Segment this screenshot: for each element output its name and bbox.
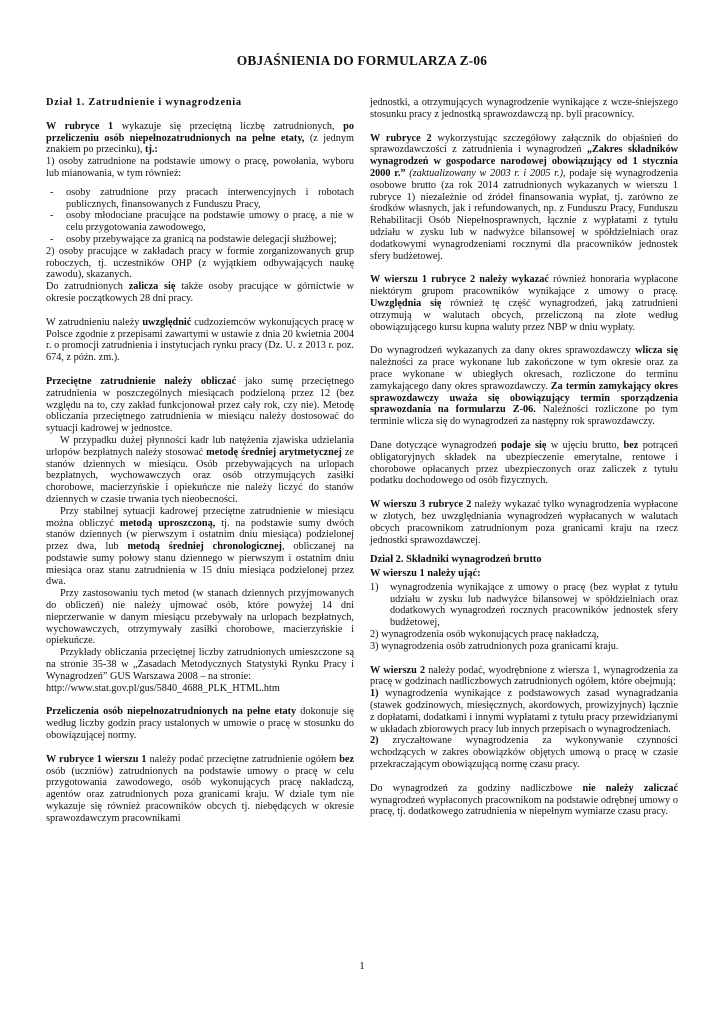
text: wynagrodzenia wynikające z umowy o pracę (bez wypłat z tytułu udziału w zysku lub nadwyżce bilansowej w spółdzielniach oraz dodatkowych wynagrodzeń rocznych pracowników jednostek sfery budżetowej, bbox=[390, 581, 678, 629]
list-item: 2) wynagrodzenia osób wykonujących pracę nakładczą, bbox=[370, 629, 599, 641]
text: także osoby pracujące w górnictwie w okresie początkowych 28 dni pracy. bbox=[46, 281, 354, 304]
page-number: 1 bbox=[359, 960, 365, 972]
list-item bbox=[370, 688, 678, 735]
subsection-heading: W wierszu 1 należy ująć: bbox=[370, 568, 481, 580]
text: wykorzystując szczegółowy załącznik do objaśnień do sprawozdawczości z zatrudnienia i wynagrodzeń bbox=[370, 132, 678, 156]
text-bold: metodą średniej chronologicznej bbox=[127, 541, 282, 553]
text: należy podać, wyodrębnione z wiersza 1, wynagrodzenia za pracę w godzinach nadliczbowych zatrudnionych ogółem, które obejmują; bbox=[370, 664, 678, 688]
list-number: 2) bbox=[370, 735, 379, 747]
paragraph bbox=[46, 281, 354, 305]
text: należy wykazać tylko wynagrodzenia wypłacone w złotych, bez uwzględniania wynagrodzeń wypłacanych w walutach obcych pracownikom zatrudnionym poza granicami kraju na rzecz jednostki sprawozdawczej. bbox=[370, 499, 678, 546]
paragraph bbox=[370, 665, 678, 689]
paragraph: jednostki, a otrzymujących wynagrodzenie wynikające z wcze-śniejszego stosunku pracy z jednostką sprawozdawczą np. byli pracownicy. bbox=[370, 97, 678, 120]
paragraph bbox=[370, 440, 678, 487]
text-bold: bez bbox=[623, 439, 639, 451]
text: zryczałtowane wynagrodzenia za wykonywanie czynności wchodzących w zakres obowiązków objętych umową o pracę w czasie przekraczającym obowiązującą normę czasu pracy. bbox=[370, 735, 678, 771]
paragraph bbox=[46, 376, 354, 435]
text: wykazuje się przeciętną liczbę zatrudnionych, bbox=[113, 120, 344, 132]
text: (z jednym znakiem po przecinku), bbox=[46, 132, 354, 156]
text: W przypadku dużej płynności kadr lub natężenia zjawiska udzielania urlopów bezpłatnych należy stosować bbox=[46, 434, 354, 458]
text: również honoraria wypłacone niektórym grupom pracowników wynikające z umowy o pracę. bbox=[370, 274, 678, 298]
text-bold: Przeliczenia osób niepełnozatrudnionych na pełne etaty bbox=[46, 706, 297, 718]
paragraph bbox=[46, 754, 354, 825]
list-item: - osoby młodociane pracujące na podstawie umowy o pracę, a nie w celu przygotowania zawodowego, bbox=[46, 210, 354, 234]
numbered-list bbox=[370, 582, 678, 629]
text: Do wynagrodzeń wykazanych za dany okres sprawozdawczy bbox=[370, 345, 636, 357]
text: Przy stabilnej sytuacji kadrowej przeciętne zatrudnienie w miesiącu można obliczyć bbox=[46, 505, 354, 529]
text: cudzoziemców wykonujących pracę w Polsce zgodnie z przepisami zawartymi w ustawie z dnia 20 kwietnia 2004 r. o promocji zatrudnienia i instytucjach rynku pracy (Dz. U. z 2013 r. poz. 674, z późn. zm.). bbox=[46, 316, 354, 364]
text-italic: (zaktualizowany w 2003 r. i 2005 r.) bbox=[405, 167, 563, 179]
text: jako sumę przeciętnego zatrudnienia w poszczególnych miesiącach podzieloną przez 12 (bez względu na to, czy zakład funkcjonował przez cały rok, czy nie). Metodę obliczania przeciętnego zatrudnienia w miesiącu należy dostosować do sytuacji kadrowej w jednostce. bbox=[46, 375, 354, 435]
text: wynagrodzeń wypłaconych pracownikom na podstawie odrębnej umowy o pracę, tj. dodatkowego zatrudnienia w niepełnym wymiarze czasu pracy. bbox=[370, 794, 678, 818]
paragraph: Przykłady obliczania przeciętnej liczby zatrudnionych umieszczone są na stronie 35-38 w „Zasadach Metodycznych Statystyki Rynku Pracy i Wynagrodzeń” GUS Warszawa 2008 – na stronie: bbox=[46, 647, 354, 682]
text: osób (uczniów) zatrudnionych na podstawie umowy o pracę w celu przygotowania zawodowego, osób wykonujących pracę nakładczą, agentów oraz zatrudnionych poza granicami kraju. W dziale tym nie wykazuje się również pracowników obcych tj. niebędących w okresie sprawozdawczym pracownikami bbox=[46, 765, 354, 824]
text-bold: W rubryce 2 bbox=[370, 132, 432, 144]
paragraph bbox=[46, 706, 354, 741]
text-bold: Za termin zamykający okres sprawozdawczy uważa się obowiązujący termin sporządzenia sprawozdania na formularzu Z-06. bbox=[370, 380, 678, 416]
paragraph bbox=[370, 274, 678, 333]
text-bold: tj.: bbox=[145, 144, 158, 156]
dash-list bbox=[46, 187, 354, 246]
text-bold: W wierszu 2 bbox=[370, 664, 426, 676]
list-item bbox=[370, 582, 678, 629]
paragraph bbox=[370, 345, 678, 428]
text: , obliczanej na podstawie sumy połowy stanu dziennego w pierwszym i ostatnim dniu miesiąca oraz stanu zatrudnienia w 15 dniu miesiąca podzielonej przez dwa. bbox=[46, 541, 354, 588]
url-text: http://www.stat.gov.pl/gus/5840_4688_PLK_HTML.htm bbox=[46, 682, 280, 694]
text: ze stanów dziennych w miesiącu. Osób przebywających na urlopach bezpłatnych, wychowawczych oraz osób otrzymujących zasiłki chorobowe, macierzyńskie i opiekuńcze nie należy liczyć do stanów dziennych w czasie trwania tych nieobecności. bbox=[46, 446, 354, 505]
paragraph bbox=[46, 506, 354, 589]
text: w ujęciu brutto, bbox=[546, 439, 624, 451]
paragraph: Przy zastosowaniu tych metod (w stanach dziennych przyjmowanych do obliczeń) nie należy ujmować osób, które powyżej 14 dni nieprzerwanie w danym miesiącu przebywały na urlopach bezpłatnych, wychowawczych, otrzymywały zasiłki chorobowe, macierzyńskie i opiekuńcze. bbox=[46, 588, 354, 647]
section-heading-1: Dział 1. Zatrudnienie i wynagrodzenia bbox=[46, 97, 242, 108]
text: należności za prace wykonane lub zakończone w tym okresie oraz za prace wykonane w ubiegłych okresach, rozliczone do terminu zamykającego dany okres sprawozdawczy. bbox=[370, 357, 678, 392]
text: Do wynagrodzeń za godziny nadliczbowe bbox=[370, 782, 583, 794]
text-bold: W wierszu 1 rubryce 2 należy wykazać bbox=[370, 274, 549, 286]
page-title: OBJAŚNIENIA DO FORMULARZA Z-06 bbox=[236, 53, 488, 68]
text-bold: W wierszu 3 rubryce 2 bbox=[370, 499, 472, 511]
list-number: 1) bbox=[370, 688, 379, 700]
list-item bbox=[370, 735, 678, 770]
text-bold: wlicza się bbox=[635, 345, 678, 357]
text: dokonuje się według liczby godzin pracy ustalonych w umowie o pracę w stosunku do obowiązującej normy. bbox=[46, 706, 354, 742]
paragraph-rubryka-1 bbox=[46, 121, 354, 180]
list-number: 1) bbox=[370, 581, 379, 593]
text: Do zatrudnionych bbox=[46, 281, 129, 293]
text: wynagrodzenia wynikające z podstawowych zasad wynagradzania (stawek godzinowych, miesięcznych, akordowych, prowizyjnych) łącznie z dopłatami, dodatkami i innymi wypłatami z tytułu pracy przewidzianymi w układach zbiorowych pracy lub innych przepisach o wynagrodzeniach. bbox=[370, 688, 678, 735]
text: Należności rozliczone po tym terminie wlicza się do wynagrodzeń za następny rok sprawozdawczy. bbox=[370, 404, 678, 428]
text: również tę część wynagrodzeń, jaką zatrudnieni otrzymują w walutach obcych, przeliczoną na złote według obowiązującego kursu kupna waluty przez NBP w dniu wypłaty. bbox=[370, 297, 678, 333]
text: potrąceń obligatoryjnych składek na ubezpieczenie emerytalne, rentowe i chorobowe opłacanych przez ubezpieczonych oraz zaliczek z tytułu podatku dochodowego od osób fizycznych. bbox=[370, 439, 679, 487]
list-item: 1) osoby zatrudnione na podstawie umowy o pracę, powołania, wyboru lub mianowania, w tym również: bbox=[46, 156, 354, 179]
text: Dane dotyczące wynagrodzeń bbox=[370, 439, 502, 451]
text-bold: metodę średniej arytmetycznej bbox=[206, 446, 342, 458]
list-item: - osoby przebywające za granicą na podstawie delegacji służbowej; bbox=[46, 234, 354, 246]
text-bold: zalicza się bbox=[128, 281, 176, 293]
text: należy podać przeciętne zatrudnienie ogółem bbox=[146, 753, 340, 765]
text-bold: bez bbox=[339, 753, 354, 765]
right-column bbox=[370, 97, 678, 825]
paragraph bbox=[370, 783, 678, 818]
text-bold: Przeciętne zatrudnienie należy obliczać bbox=[46, 375, 237, 387]
paragraph bbox=[46, 435, 354, 506]
list-item: - osoby zatrudnione przy pracach interwencyjnych i robotach publicznych, finansowanych z Funduszu Pracy, bbox=[46, 187, 354, 211]
text-bold: uwzględnić bbox=[142, 316, 192, 328]
text: W zatrudnieniu należy bbox=[46, 316, 143, 328]
list-item: 2) osoby pracujące w zakładach pracy w formie zorganizowanych grup roboczych, tj. uczestników OHP (z wyjątkiem odbywających naukę zawodu), skazanych. bbox=[46, 245, 354, 281]
paragraph bbox=[370, 499, 678, 546]
text-bold: nie należy zaliczać bbox=[582, 782, 678, 794]
text-bold: W rubryce 1 wierszu 1 bbox=[46, 753, 147, 765]
paragraph bbox=[46, 317, 354, 364]
text-bold: podaje się bbox=[501, 439, 547, 451]
left-column bbox=[46, 97, 354, 832]
text-bold: „Zakres składników wynagrodzeń w gospodarce narodowej obowiązujący od 1 stycznia 2000 r.” bbox=[370, 144, 678, 179]
text: tj. na podstawie sumy dwóch stanów dziennych (w pierwszym i ostatnim dniu miesiąca) podzielonej przez dwa, lub bbox=[46, 517, 354, 553]
text-bold: po przeliczeniu osób niepełnozatrudnionych na pełne etaty, bbox=[46, 120, 354, 144]
text: , podaje się wynagrodzenia osobowe brutto (za rok 2014 zatrudnionych wykazanych w wierszu 1 rubryce 1) niezależnie od źródeł finansowania wypłat, tj. zarówno ze środków własnych, jak i refundowanych, np. z Funduszu Pracy, Funduszu Rehabilitacji Osób Niepełnosprawnych, łącznie z wypłatami z tytułu udziału w zysku lub w nadwyżce bilansowej w spółdzielniach oraz dodatkowymi wynagrodzeniami rocznymi dla pracowników jednostek sfery budżetowej. bbox=[370, 167, 678, 262]
text-bold: metodą uproszczoną, bbox=[119, 517, 216, 529]
text-bold: W rubryce 1 bbox=[46, 120, 114, 132]
text-bold: Uwzględnia się bbox=[370, 297, 442, 309]
section-heading-2: Dział 2. Składniki wynagrodzeń brutto bbox=[370, 554, 542, 566]
list-item: 3) wynagrodzenia osób zatrudnionych poza granicami kraju. bbox=[370, 640, 619, 652]
paragraph bbox=[370, 133, 678, 263]
